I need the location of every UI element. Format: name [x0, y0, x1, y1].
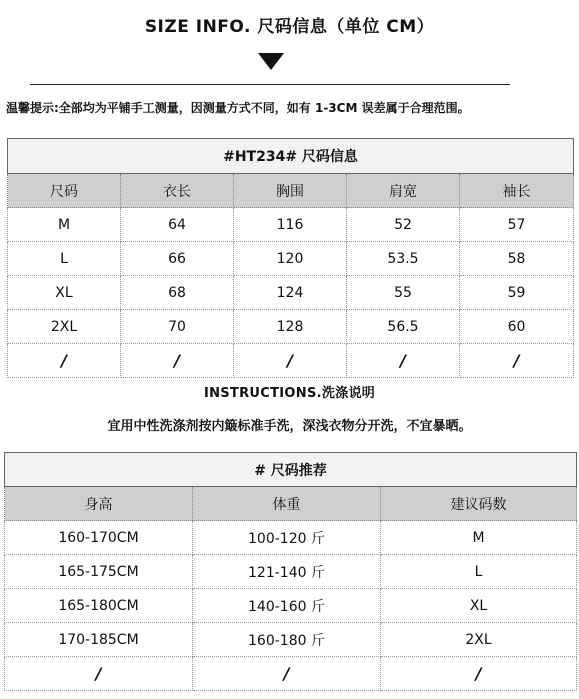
- table-cell: XL: [381, 589, 577, 623]
- table-cell: 58: [460, 242, 574, 276]
- table-cell: 52: [347, 208, 460, 242]
- instructions-title: INSTRUCTIONS.洗涤说明: [203, 386, 376, 401]
- table-cell: 66: [121, 242, 234, 276]
- table-cell: 68: [121, 276, 234, 310]
- table-row: [5, 623, 577, 657]
- table-row: [8, 208, 574, 242]
- table-cell: 120: [234, 242, 347, 276]
- header-chest: 胸围: [234, 174, 347, 208]
- table-row: [8, 344, 574, 378]
- header-length: 衣长: [121, 174, 234, 208]
- table-cell: L: [381, 555, 577, 589]
- table-cell: 2XL: [381, 623, 577, 657]
- table-cell: 60: [460, 310, 574, 344]
- table-row: [8, 276, 574, 310]
- table-cell: 100-120 斤: [193, 521, 381, 555]
- table-cell: 170-185CM: [5, 623, 193, 657]
- table-cell: 56.5: [347, 310, 460, 344]
- table-cell: /: [121, 344, 234, 378]
- table-cell: 165-175CM: [5, 555, 193, 589]
- table-cell: /: [460, 344, 574, 378]
- size-recommend-table: [4, 452, 577, 691]
- measurement-notice: 温馨提示:全部均为平铺手工测量，因测量方式不同，如有 1-3CM 误差属于合理范围。: [6, 101, 470, 115]
- table-cell: 128: [234, 310, 347, 344]
- table-cell: XL: [8, 276, 121, 310]
- table-cell: 116: [234, 208, 347, 242]
- table-row: [5, 521, 577, 555]
- table-cell: /: [347, 344, 460, 378]
- down-triangle-icon: [258, 53, 284, 70]
- table-cell: 140-160 斤: [193, 589, 381, 623]
- size-table-caption: #HT234# 尺码信息: [8, 139, 574, 174]
- table-row: [8, 242, 574, 276]
- header-height: 身高: [5, 487, 193, 521]
- table-cell: 64: [121, 208, 234, 242]
- table-cell: 53.5: [347, 242, 460, 276]
- header-sleeve: 袖长: [460, 174, 574, 208]
- table-cell: /: [5, 657, 193, 691]
- divider: [30, 84, 510, 85]
- page-title: SIZE INFO. 尺码信息（单位 CM）: [144, 17, 435, 37]
- header-weight: 体重: [193, 487, 381, 521]
- table-cell: 124: [234, 276, 347, 310]
- table-cell: 57: [460, 208, 574, 242]
- table-cell: 55: [347, 276, 460, 310]
- recommend-table-caption: # 尺码推荐: [5, 453, 577, 487]
- care-instructions: 宜用中性洗涤剂按内簸标准手洗，深浅衣物分开洗，不宜暴晒。: [107, 419, 472, 434]
- table-row: [5, 555, 577, 589]
- table-cell: 121-140 斤: [193, 555, 381, 589]
- size-info-table: [7, 138, 574, 378]
- table-cell: /: [381, 657, 577, 691]
- table-cell: M: [8, 208, 121, 242]
- table-row: [5, 657, 577, 691]
- header-size: 尺码: [8, 174, 121, 208]
- table-cell: 2XL: [8, 310, 121, 344]
- table-cell: /: [193, 657, 381, 691]
- table-cell: M: [381, 521, 577, 555]
- table-cell: 160-180 斤: [193, 623, 381, 657]
- table-cell: L: [8, 242, 121, 276]
- recommend-table-header: [5, 487, 577, 521]
- header-suggested-size: 建议码数: [381, 487, 577, 521]
- size-table-header: [8, 174, 574, 208]
- table-cell: 70: [121, 310, 234, 344]
- table-cell: /: [8, 344, 121, 378]
- table-cell: 165-180CM: [5, 589, 193, 623]
- header-shoulder: 肩宽: [347, 174, 460, 208]
- table-row: [8, 310, 574, 344]
- table-cell: 160-170CM: [5, 521, 193, 555]
- table-cell: 59: [460, 276, 574, 310]
- table-row: [5, 589, 577, 623]
- table-cell: /: [234, 344, 347, 378]
